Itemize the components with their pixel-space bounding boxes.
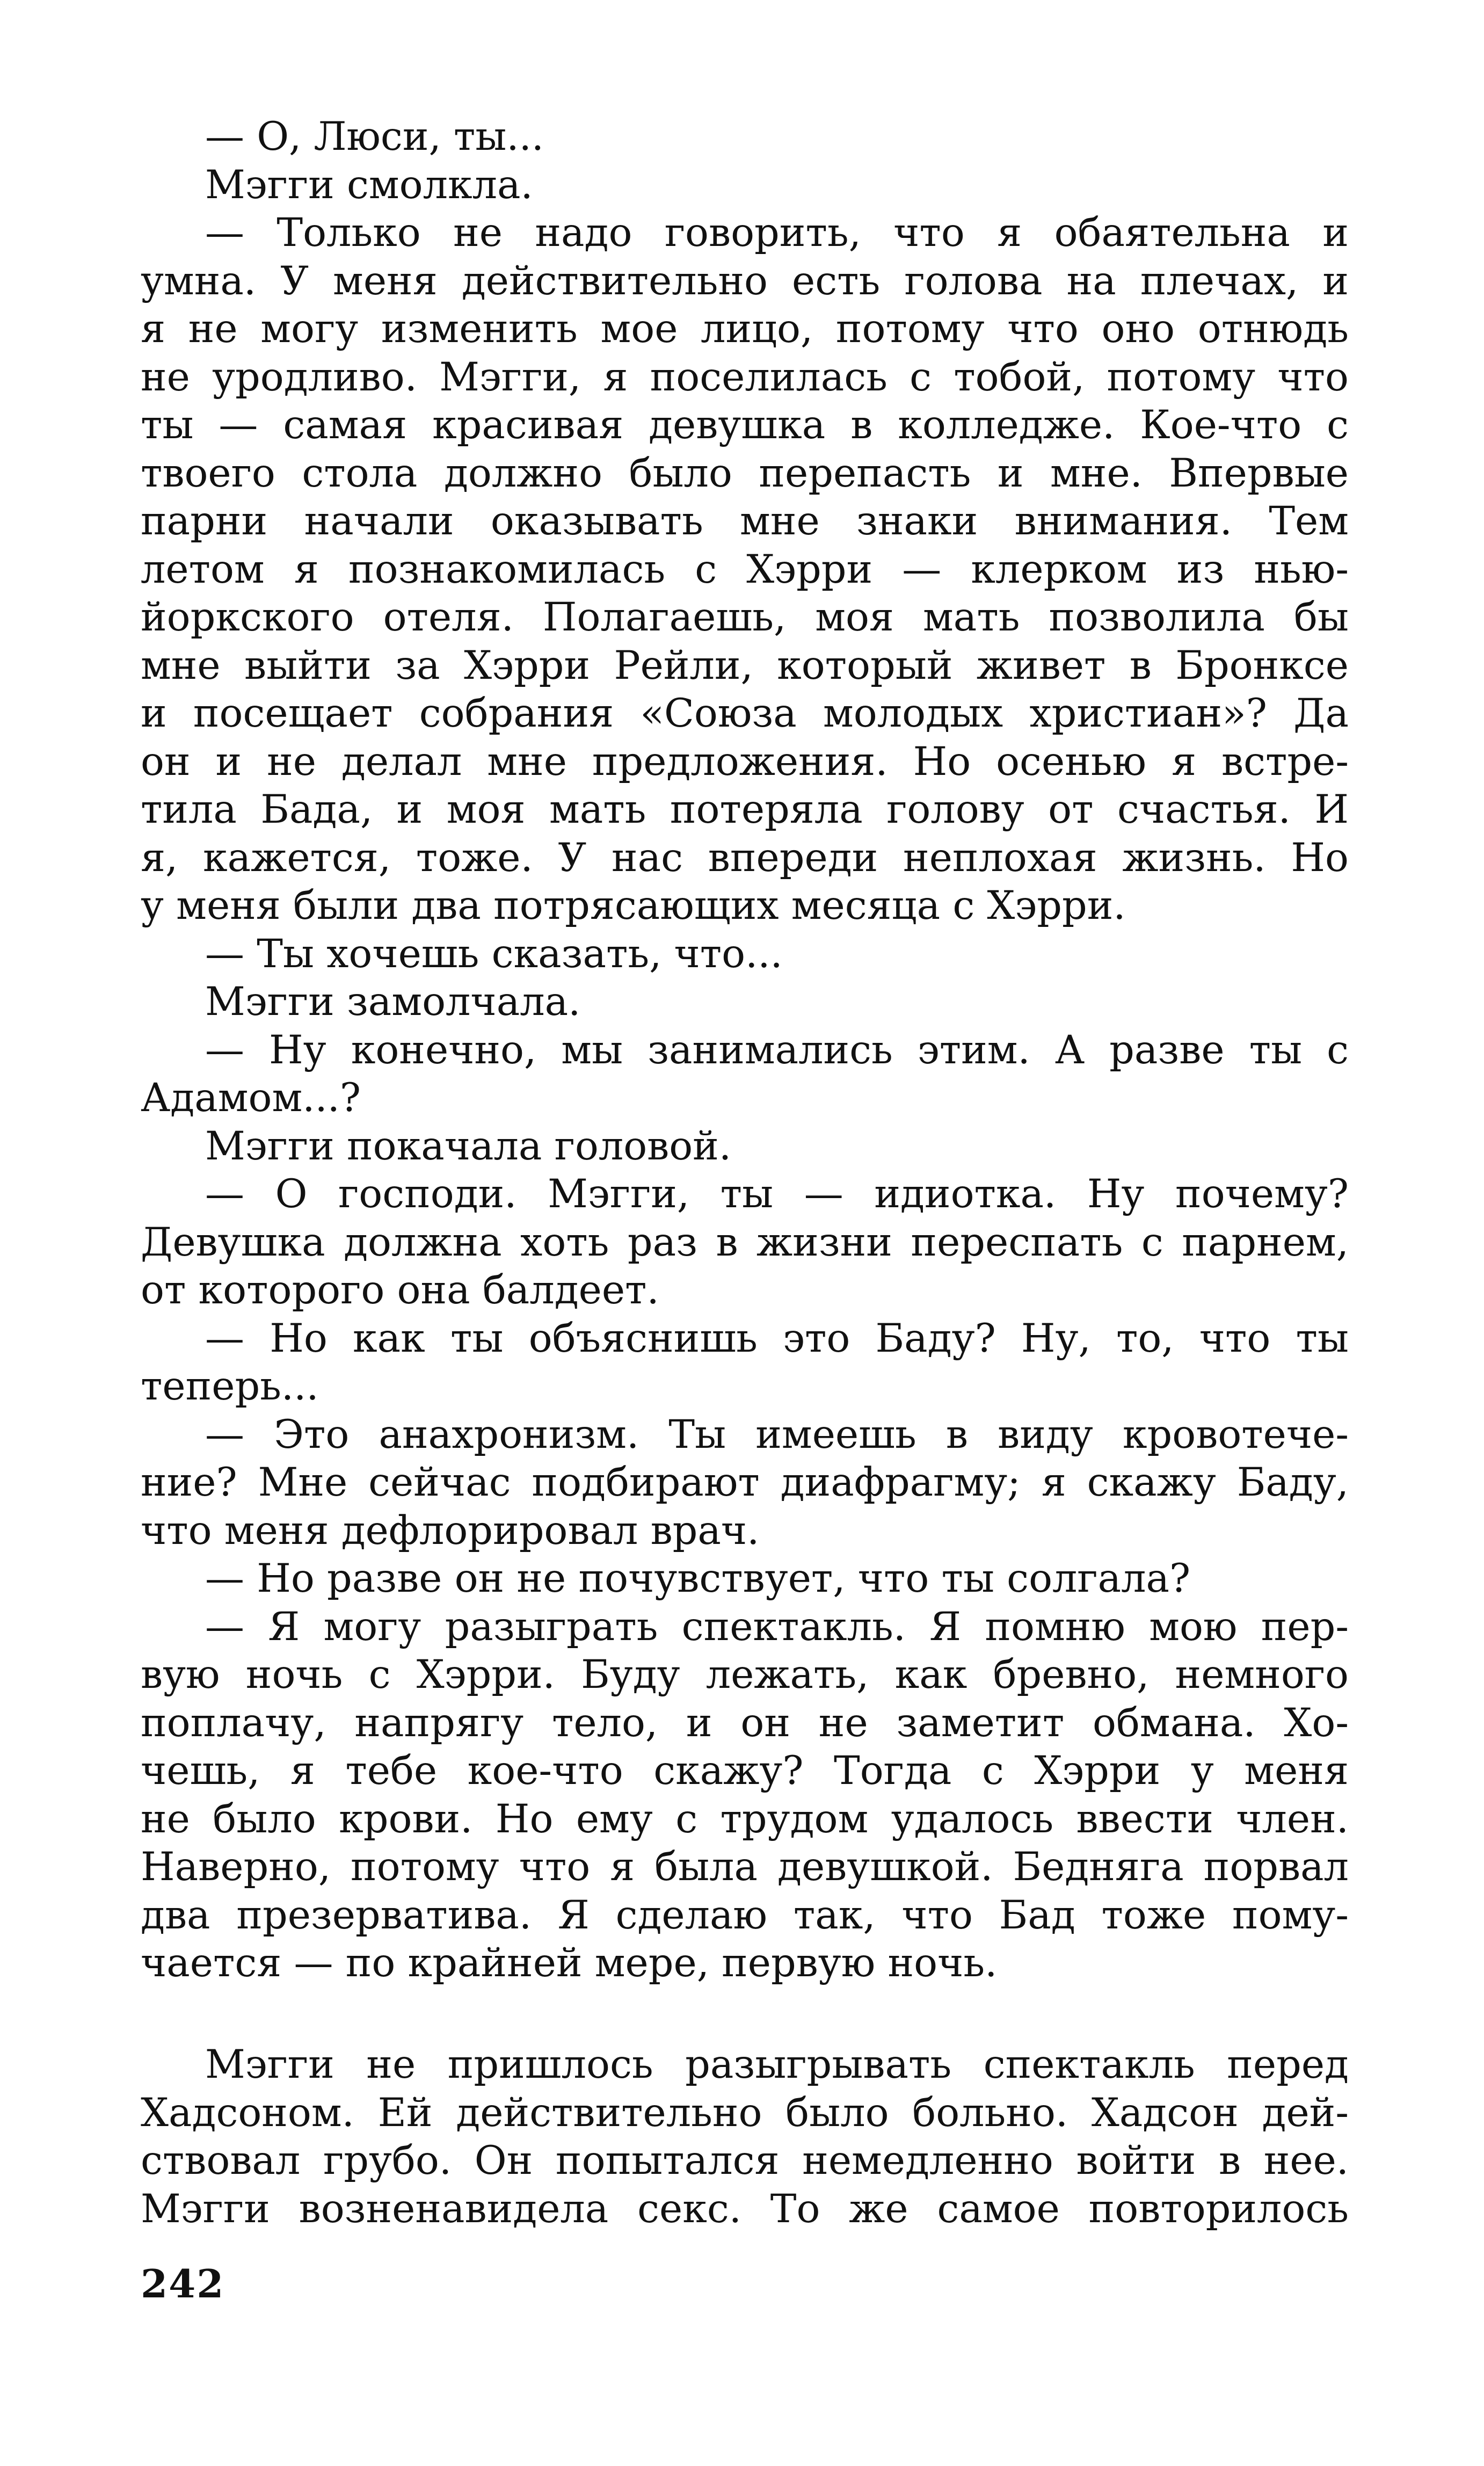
text-line: ние? Мне сейчас подбирают диафрагму; я скажу Баду, <box>141 1460 1349 1505</box>
text-line: — Это анахронизм. Ты имеешь в виду кровотече- <box>205 1411 1349 1457</box>
text-line: Мэгги замолчала. <box>205 979 581 1025</box>
text-line: — Но разве он не почувствует, что ты солгала? <box>205 1556 1191 1601</box>
text-line: Мэгги возненавидела секс. То же самое повторилось <box>141 2186 1349 2232</box>
text-line: ствовал грубо. Он попытался немедленно войти в нее. <box>141 2138 1349 2184</box>
text-line: — Только не надо говорить, что я обаятельна и <box>205 210 1349 256</box>
narrative-text-block <box>141 2041 1349 2233</box>
text-line: Хадсоном. Ей действительно было больно. Хадсон дей- <box>141 2090 1349 2136</box>
text-line: ты — самая красивая девушка в колледже. Кое-что с <box>141 402 1349 448</box>
page-number: 242 <box>141 2261 225 2307</box>
text-line: я, кажется, тоже. У нас впереди неплохая жизнь. Но <box>141 835 1349 881</box>
text-line: летом я познакомилась с Хэрри — клерком из нью- <box>141 546 1349 592</box>
text-line: два презерватива. Я сделаю так, что Бад тоже пому- <box>141 1892 1349 1938</box>
text-line: что меня дефлорировал врач. <box>141 1507 760 1554</box>
text-line: парни начали оказывать мне знаки внимания. Тем <box>141 498 1349 544</box>
text-line: чается — по крайней мере, первую ночь. <box>141 1940 998 1986</box>
text-line: Девушка должна хоть раз в жизни переспать с парнем, <box>141 1219 1349 1265</box>
text-line: — О, Люси, ты... <box>205 114 544 159</box>
text-line: Наверно, потому что я была девушкой. Бедняга порвал <box>141 1844 1349 1890</box>
text-line: чешь, я тебе кое-что скажу? Тогда с Хэрри у меня <box>141 1748 1349 1794</box>
text-line: йоркского отеля. Полагаешь, моя мать позволила бы <box>141 594 1349 640</box>
text-line: Адамом...? <box>141 1075 361 1121</box>
text-line: мне выйти за Хэрри Рейли, который живет в Бронксе <box>141 642 1349 688</box>
text-line: я не могу изменить мое лицо, потому что оно отнюдь <box>141 306 1349 352</box>
text-line: от которого она балдеет. <box>141 1267 659 1313</box>
text-line: умна. У меня действительно есть голова на плечах, и <box>141 258 1349 304</box>
text-line: теперь... <box>141 1363 319 1409</box>
text-line: — Ну конечно, мы занимались этим. А разве ты с <box>205 1027 1349 1073</box>
text-line: не было крови. Но ему с трудом удалось ввести член. <box>141 1796 1349 1842</box>
text-line: Мэгги не пришлось разыгрывать спектакль перед <box>205 2042 1349 2087</box>
text-line: — Но как ты объяснишь это Баду? Ну, то, что ты <box>205 1315 1349 1361</box>
text-line: и посещает собрания «Союза молодых христиан»? Да <box>141 691 1349 736</box>
text-line: Мэгги смолкла. <box>205 162 533 208</box>
text-line: не уродливо. Мэгги, я поселилась с тобой, потому что <box>141 354 1349 400</box>
dialogue-text-block <box>141 113 1349 1988</box>
text-line: тила Бада, и моя мать потеряла голову от счастья. И <box>141 787 1349 832</box>
text-line: — Ты хочешь сказать, что... <box>205 931 783 977</box>
text-line: у меня были два потрясающих месяца с Хэрри. <box>141 883 1126 929</box>
text-line: он и не делал мне предложения. Но осенью я встре- <box>141 738 1349 785</box>
text-line: — О господи. Мэгги, ты — идиотка. Ну почему? <box>205 1171 1349 1217</box>
text-line: — Я могу разыграть спектакль. Я помню мою пер- <box>205 1604 1349 1650</box>
text-line: поплачу, напрягу тело, и он не заметит обмана. Хо- <box>141 1700 1349 1746</box>
text-line: вую ночь с Хэрри. Буду лежать, как бревно, немного <box>141 1652 1349 1698</box>
text-line: твоего стола должно было перепасть и мне. Впервые <box>141 450 1349 496</box>
text-line: Мэгги покачала головой. <box>205 1123 732 1169</box>
